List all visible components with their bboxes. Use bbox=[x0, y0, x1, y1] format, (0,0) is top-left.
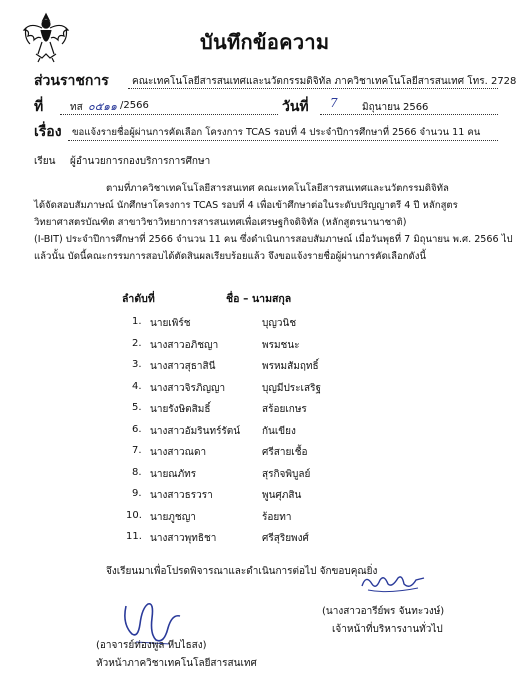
list-item-first-name: นายภูชญา bbox=[150, 511, 196, 523]
list-item-first-name: นางสาวอภิชญา bbox=[150, 339, 219, 351]
memo-title: บันทึกข้อความ bbox=[200, 30, 330, 54]
number-dotline bbox=[60, 114, 278, 115]
list-item-first-name: นางสาวณดา bbox=[150, 447, 207, 458]
date-dotline bbox=[320, 114, 498, 115]
list-item-last-name: ศรีสุริยพงศ์ bbox=[262, 533, 309, 544]
date-label: วันที่ bbox=[282, 99, 309, 115]
list-item-last-name: ศรีสายเชื้อ bbox=[262, 447, 308, 458]
staff-position: เจ้าหน้าที่บริหารงานทั่วไป bbox=[332, 624, 443, 635]
number-handwritten: ๐๕๑๑ bbox=[88, 100, 118, 113]
list-header-order: ลำดับที่ bbox=[122, 293, 155, 305]
list-item-number: 5. bbox=[132, 402, 142, 413]
staff-signature bbox=[358, 570, 428, 596]
body-line-4: (I-BIT) ประจำปีการศึกษาที่ 2566 จำนวน 11 คน ซึ่งดำเนินการสอบสัมภาษณ์ เมื่อวันพุธที่ 7 มิถุนายน พ.ศ. 2566 ไป bbox=[34, 234, 513, 245]
list-item-first-name: นายรังษิตสิมธิ์ bbox=[150, 404, 211, 415]
subject-value: ขอแจ้งรายชื่อผู้ผ่านการคัดเลือก โครงการ TCAS รอบที่ 4 ประจำปีการศึกษาที่ 2566 จำนวน 11 คน bbox=[72, 127, 481, 138]
list-header-name: ชื่อ – นามสกุล bbox=[226, 293, 292, 305]
list-item bbox=[0, 381, 519, 397]
list-item bbox=[0, 402, 519, 418]
body-line-1: ตามที่ภาควิชาเทคโนโลยีสารสนเทศ คณะเทคโนโลยีสารสนเทศและนวัตกรรมดิจิทัล bbox=[106, 183, 449, 194]
list-item bbox=[0, 531, 519, 547]
list-item-first-name: นายเพิร์ช bbox=[150, 318, 191, 329]
staff-name: (นางสาวอารีย์พร จันทะวงษ์) bbox=[322, 606, 445, 617]
list-item-last-name: บุญวนิช bbox=[262, 318, 297, 329]
section-dotline bbox=[128, 88, 498, 89]
list-item bbox=[0, 510, 519, 526]
list-item-first-name: นางสาวจิรภิญญา bbox=[150, 382, 226, 394]
list-item-number: 4. bbox=[132, 380, 142, 392]
subject-label: เรื่อง bbox=[34, 124, 62, 140]
list-item-last-name: ร้อยทา bbox=[262, 511, 292, 523]
number-prefix: ทส bbox=[70, 102, 83, 113]
subject-dotline bbox=[68, 140, 498, 141]
list-item-first-name: นายณภัทร bbox=[150, 468, 197, 480]
body-line-5: แล้วนั้น บัดนี้คณะกรรมการสอบได้ตัดสินผลเรียบร้อยแล้ว จึงขอแจ้งรายชื่อผู้ผ่านการคัดเลือกดังนี้ bbox=[34, 251, 427, 262]
list-item-last-name: สุรกิจพิบูลย์ bbox=[262, 468, 311, 480]
garuda-emblem-icon bbox=[22, 8, 70, 64]
list-item-number: 1. bbox=[132, 316, 142, 327]
list-item-first-name: นางสาวสุธาสินี bbox=[150, 361, 216, 372]
salutation-value: ผู้อำนวยการกองบริการการศึกษา bbox=[70, 156, 211, 167]
salutation-label: เรียน bbox=[34, 156, 56, 167]
list-item bbox=[0, 316, 519, 332]
head-name: (อาจารย์ท่องพูล หีบไธสง) bbox=[96, 640, 207, 651]
list-item bbox=[0, 445, 519, 461]
section-value: คณะเทคโนโลยีสารสนเทศและนวัตกรรมดิจิทัล ภาควิชาเทคโนโลยีสารสนเทศ โทร. 2728 bbox=[132, 76, 517, 87]
list-item-first-name: นางสาวอัมรินทร์รัตน์ bbox=[150, 425, 241, 437]
list-item bbox=[0, 338, 519, 354]
list-item bbox=[0, 488, 519, 504]
number-label: ที่ bbox=[34, 99, 44, 115]
date-value: มิถุนายน 2566 bbox=[362, 102, 429, 113]
body-line-3: วิทยาศาสตรบัณฑิต สาขาวิชาวิทยาการสารสนเทศเพื่อเศรษฐกิจดิจิทัล (หลักสูตรนานาชาติ) bbox=[34, 217, 407, 228]
list-item-number: 10. bbox=[126, 509, 142, 521]
list-item-last-name: พูนศุภสิน bbox=[262, 490, 302, 501]
list-item-first-name: นางสาวพุทธิชา bbox=[150, 533, 217, 544]
section-label: ส่วนราชการ bbox=[34, 73, 109, 89]
list-item-last-name: สร้อยเกษร bbox=[262, 404, 307, 415]
closing-text: จึงเรียนมาเพื่อโปรดพิจารณาและดำเนินการต่อไป จักขอบคุณยิ่ง bbox=[106, 566, 378, 577]
list-item-number: 9. bbox=[132, 488, 142, 499]
head-position: หัวหน้าภาควิชาเทคโนโลยีสารสนเทศ bbox=[96, 658, 257, 669]
list-item-last-name: กันเขียง bbox=[262, 425, 296, 437]
list-item-number: 7. bbox=[132, 445, 142, 456]
list-item-first-name: นางสาวธรวรา bbox=[150, 490, 213, 501]
list-item-number: 11. bbox=[126, 531, 142, 542]
date-day-handwritten: 7 bbox=[330, 96, 338, 110]
list-item-number: 2. bbox=[132, 337, 142, 349]
list-item bbox=[0, 359, 519, 375]
list-item bbox=[0, 467, 519, 483]
list-item-number: 6. bbox=[132, 423, 142, 435]
list-item bbox=[0, 424, 519, 440]
list-item-last-name: พรหมสัมฤทธิ์ bbox=[262, 361, 319, 372]
body-line-2: ได้จัดสอบสัมภาษณ์ นักศึกษาโครงการ TCAS รอบที่ 4 เพื่อเข้าศึกษาต่อในระดับปริญญาตรี 4 ปี หลักสูตร bbox=[34, 200, 458, 211]
list-item-last-name: พรมชนะ bbox=[262, 339, 300, 351]
list-item-number: 3. bbox=[132, 359, 142, 370]
number-suffix: /2566 bbox=[120, 100, 149, 111]
list-item-number: 8. bbox=[132, 466, 142, 478]
list-item-last-name: บุญมีประเสริฐ bbox=[262, 382, 321, 394]
